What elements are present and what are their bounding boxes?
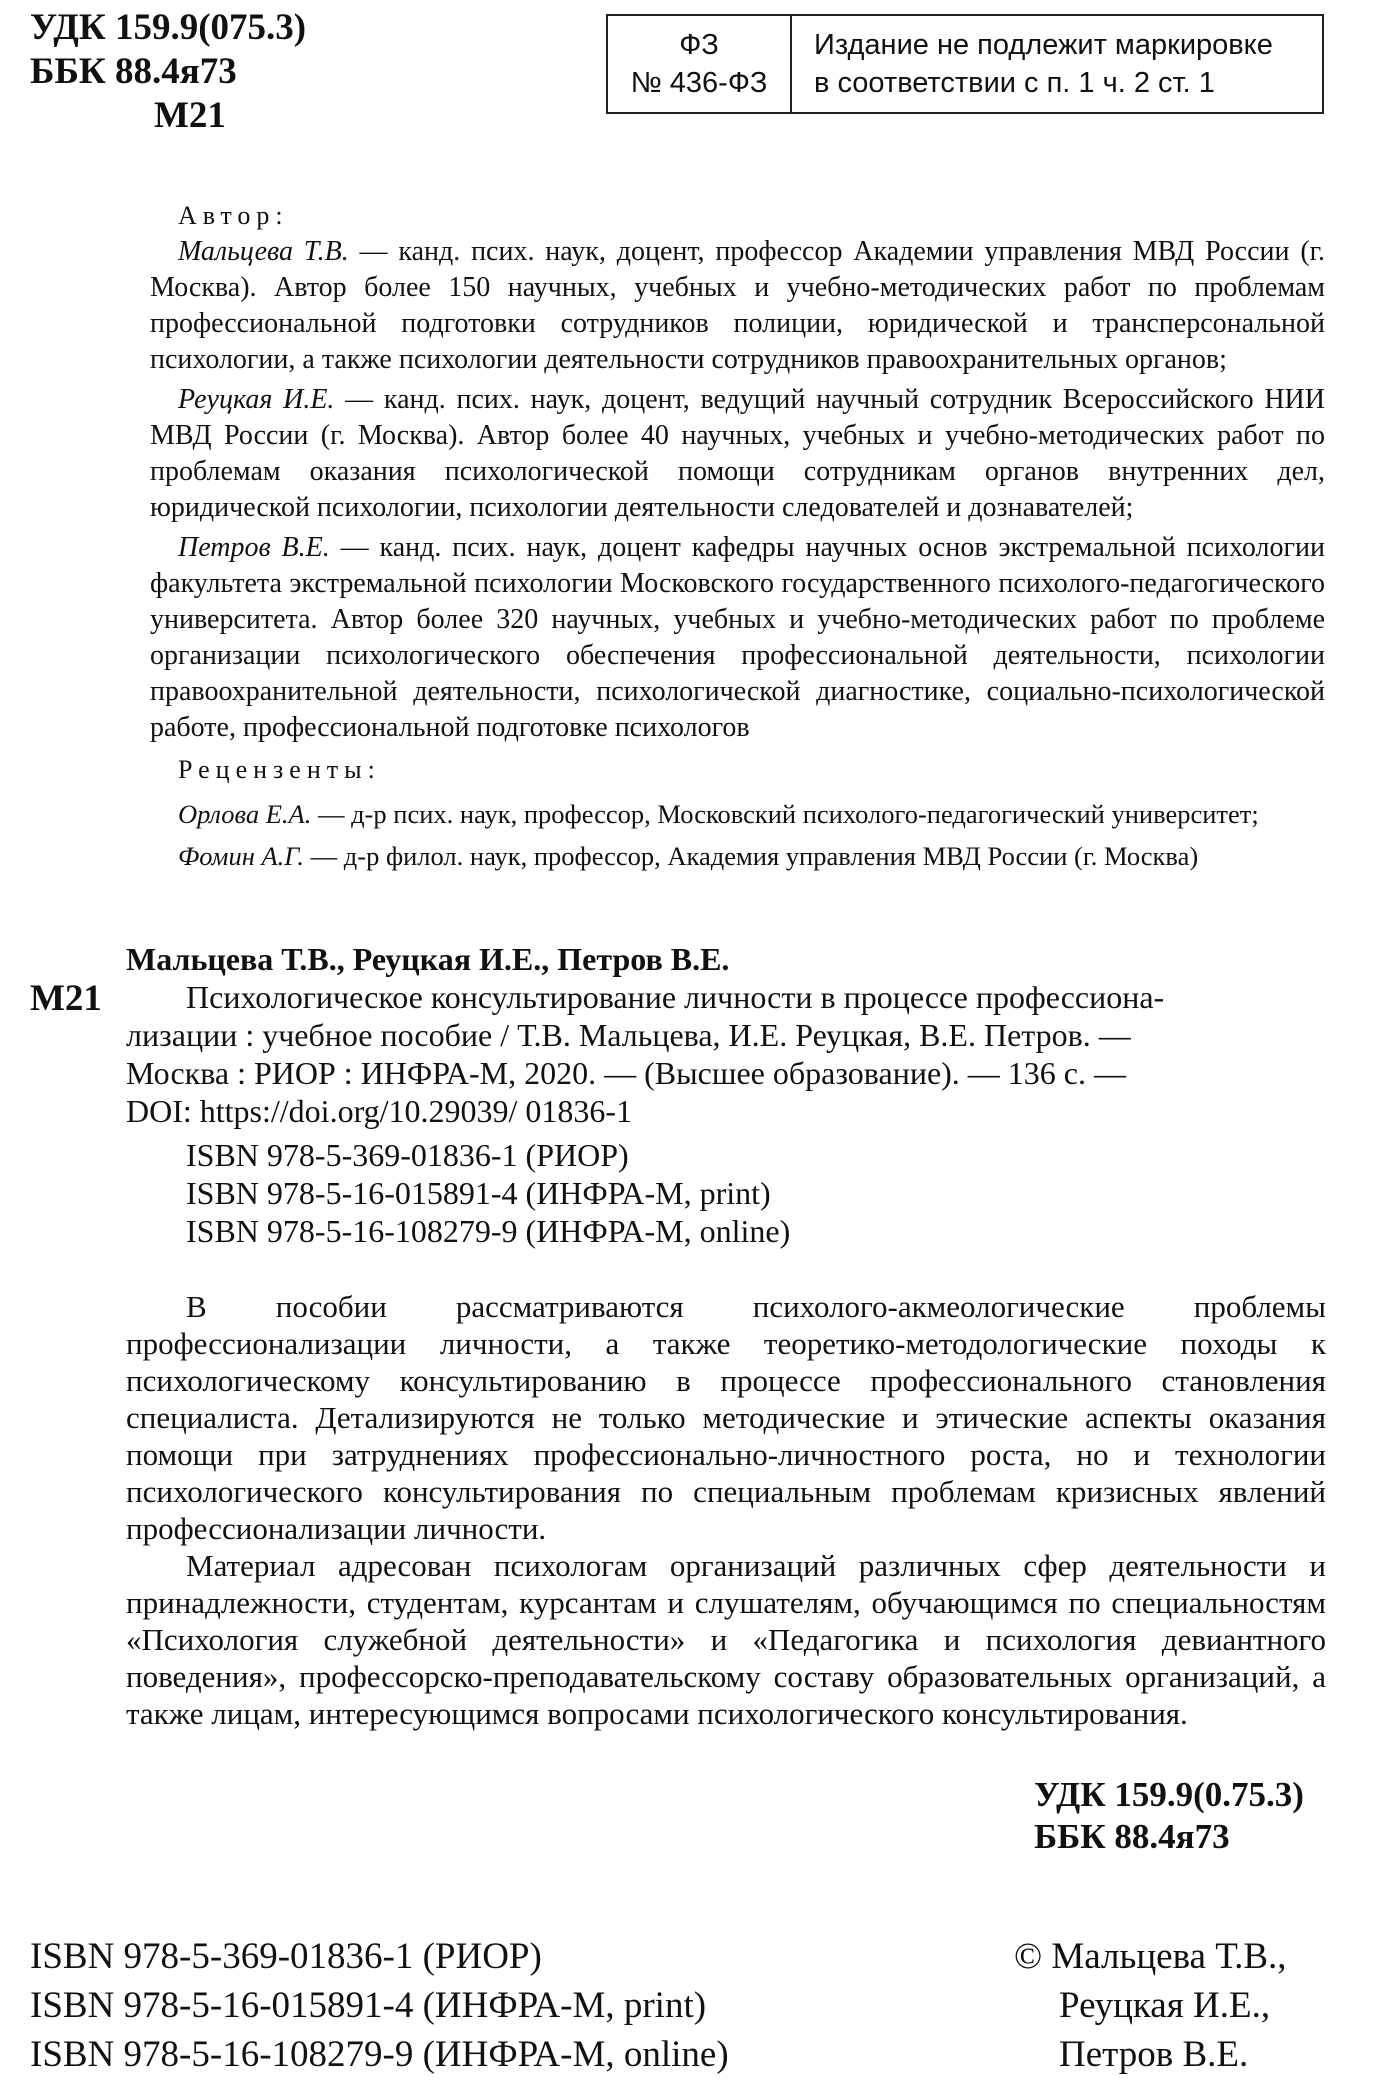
catalog-title-line: Психологическое консультирование личности в процессе профессиона-: [186, 979, 1165, 1015]
catalog-doi: DOI: https://doi.org/10.29039/ 01836-1: [126, 1093, 633, 1129]
catalog-code: М21: [30, 978, 102, 1019]
reviewer-name: Фомин А.Г.: [178, 841, 305, 871]
reviewer-description: — д-р филол. наук, профессор, Академия управления МВД России (г. Москва): [304, 841, 1199, 871]
notice-line-1: Издание не подлежит маркировке: [814, 29, 1273, 61]
authors-section: [150, 198, 1325, 746]
notice-text: [792, 16, 1322, 112]
isbn-line: ISBN 978-5-16-108279-9 (ИНФРА-М, online): [30, 2034, 729, 2075]
reviewer-entry: [150, 838, 1325, 874]
law-number: № 436-ФЗ: [630, 67, 768, 99]
author-name: Реуцкая И.Е.: [178, 384, 335, 415]
isbn-line: ISBN 978-5-369-01836-1 (РИОР): [30, 1936, 542, 1977]
copyright-line: Петров В.Е.: [1059, 2034, 1249, 2075]
udk-code: УДК 159.9(075.3): [30, 7, 307, 48]
author-description: — канд. псих. наук, доцент, ведущий научный сотрудник Всероссийского НИИ МВД России (г. Москва). Автор более 40 научных, учебных и учебно-методических работ по проблемам оказания психологической помощи сотрудникам органов внутренних дел, юридической психологии, психологии деятельности следователей и дознавателей;: [150, 384, 1326, 523]
annotation-paragraph: Материал адресован психологам организаций различных сфер деятельности и принадлежности, студентам, курсантам и слушателям, обучающимся по специальностям «Психология служебной деятельности» и «Педагогика и психология девиантного поведения», профессорско-преподавательскому составу образовательных организаций, а также лицам, интересующимся вопросами психологического консультирования.: [126, 1548, 1326, 1731]
header-codes: [30, 6, 306, 138]
udk-code: УДК 159.9(0.75.3): [1034, 1775, 1304, 1814]
law-reference: [608, 16, 792, 112]
author-mark: М21: [154, 95, 226, 136]
classification-codes: [1034, 1774, 1304, 1858]
authors-heading: Автор:: [178, 201, 289, 230]
reviewers-section: [150, 752, 1325, 874]
catalog-title-line: Москва : РИОР : ИНФРА-М, 2020. — (Высшее образование). — 136 с. —: [126, 1055, 1126, 1091]
copyright-line: Реуцкая И.Е.,: [1059, 1985, 1271, 2026]
author-entry: [150, 530, 1325, 746]
bbk-code: ББК 88.4я73: [30, 51, 237, 92]
age-marking-notice: [606, 14, 1324, 114]
copyright-block: [1014, 1932, 1287, 2079]
catalog-entry: [126, 940, 1326, 1250]
annotation-paragraph: В пособии рассматриваются психолого-акмеологические проблемы профессионализации личности, а также теоретико-методологические походы к психологическому консультированию в процессе профессионального становления специалиста. Детализируются не только методические и этические аспекты оказания помощи при затруднениях профессионально-личностного роста, но и технологии психологического консультирования по специальным проблемам кризисных явлений профессионализации личности.: [126, 1289, 1326, 1546]
author-description: — канд. псих. наук, доцент, профессор Академии управления МВД России (г. Москва). Автор более 150 научных, учебных и учебно-методических работ по проблемам профессиональной подготовки сотрудников полиции, юридической и трансперсональной психологии, а также психологии деятельности сотрудников правоохранительных органов;: [150, 236, 1325, 375]
isbn-line: ISBN 978-5-16-015891-4 (ИНФРА-М, print): [30, 1985, 707, 2026]
copyright-line: © Мальцева Т.В.,: [1014, 1936, 1287, 1977]
reviewer-entry: [150, 796, 1325, 832]
catalog-authors: Мальцева Т.В., Реуцкая И.Е., Петров В.Е.: [126, 941, 730, 977]
reviewer-description: — д-р псих. наук, профессор, Московский психолого-педагогический университет;: [311, 799, 1259, 829]
catalog-isbn: ISBN 978-5-369-01836-1 (РИОР): [186, 1137, 629, 1173]
reviewer-name: Орлова Е.А.: [178, 799, 312, 829]
author-entry: [150, 382, 1325, 526]
law-label: ФЗ: [679, 29, 719, 61]
author-name: Петров В.Е.: [178, 532, 330, 563]
author-name: Мальцева Т.В.: [178, 236, 349, 267]
catalog-isbn: ISBN 978-5-16-108279-9 (ИНФРА-М, online): [186, 1213, 791, 1249]
reviewers-heading: Рецензенты:: [178, 755, 381, 784]
isbn-block: [30, 1932, 729, 2079]
author-description: — канд. псих. наук, доцент кафедры научных основ экстремальной психологии факультета экстремальной психологии Московского государственного психолого-педагогического университета. Автор более 320 научных, учебных и учебно-методических работ по проблеме организации психологического обеспечения профессиональной деятельности, психологии правоохранительной деятельности, психологической диагностике, социально-психологической работе, профессиональной подготовке психологов: [150, 532, 1325, 743]
catalog-isbn: ISBN 978-5-16-015891-4 (ИНФРА-М, print): [186, 1175, 771, 1211]
notice-line-2: в соответствии с п. 1 ч. 2 ст. 1: [814, 67, 1215, 99]
author-entry: [150, 234, 1325, 378]
bbk-code: ББК 88.4я73: [1034, 1817, 1230, 1856]
annotation: [126, 1288, 1326, 1732]
catalog-title-line: лизации : учебное пособие / Т.В. Мальцева, И.Е. Реуцкая, В.Е. Петров. —: [126, 1017, 1131, 1053]
